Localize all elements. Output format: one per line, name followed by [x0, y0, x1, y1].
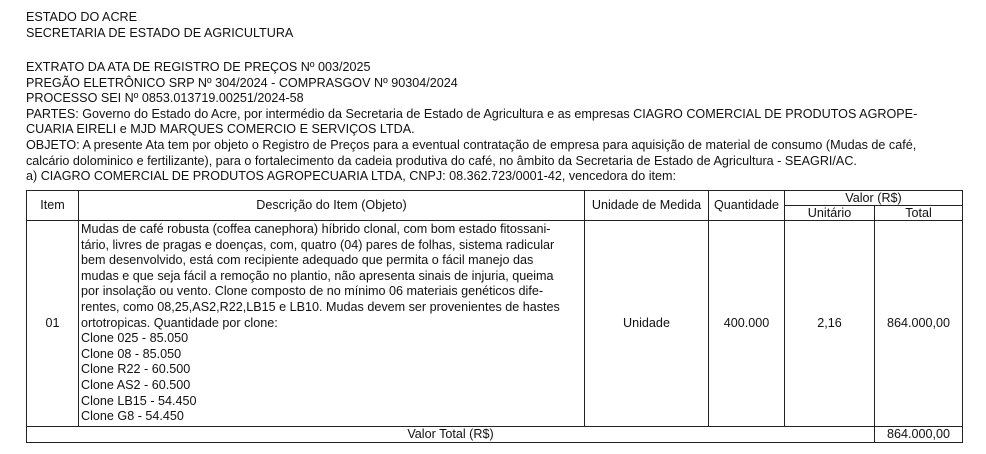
total-value: 864.000,00 — [875, 426, 963, 443]
desc-line: Clone AS2 - 60.500 — [81, 377, 191, 392]
header-unidade: Unidade de Medida — [585, 191, 709, 221]
desc-line: mudas e que seja fácil a remoção no plantio, não apresenta sinais de injuria, queima — [81, 268, 554, 283]
partes-line-1: PARTES: Governo do Estado do Acre, por intermédio da Secretaria de Estado de Agricultura e as empresas CIAGRO COMERCIAL DE PRODUTOS AGROPE- — [26, 106, 918, 121]
cell-item: 01 — [27, 221, 79, 427]
cell-unidade: Unidade — [585, 221, 709, 427]
state-name: ESTADO DO ACRE — [26, 10, 138, 24]
desc-line: Clone G8 - 54.450 — [81, 409, 184, 424]
header-quantidade: Quantidade — [709, 191, 785, 221]
header-valor: Valor (R$) — [785, 191, 963, 206]
total-row — [27, 426, 963, 443]
cell-total: 864.000,00 — [875, 221, 963, 427]
table-row — [27, 221, 963, 427]
cell-unitario: 2,16 — [785, 221, 875, 427]
desc-line: por insolação ou vento. Clone composto de no mínimo 06 materiais genéticos dife- — [81, 284, 544, 299]
desc-line: Clone 08 - 85.050 — [81, 346, 182, 361]
pregao-line: PREGÃO ELETRÔNICO SRP Nº 304/2024 - COMPRASGOV Nº 90304/2024 — [26, 75, 458, 90]
header-descricao: Descrição do Item (Objeto) — [79, 191, 585, 221]
header-unitario: Unitário — [785, 206, 875, 221]
desc-line: bem desenvolvido, está com recipiente adequado que permita o fácil manejo das — [81, 253, 534, 268]
desc-line: Mudas de café robusta (coffea canephora) híbrido clonal, com bom estado fitossani- — [81, 222, 551, 236]
objeto-line-2: calcário dolominico e fertilizante), para o fortalecimento da cadeia produtiva do café, no âmbito da Secretaria de Estado de Agricultura - SEAGRI/AC. — [26, 153, 857, 168]
desc-line: Clone R22 - 60.500 — [81, 362, 191, 377]
desc-line: rentes, como 08,25,AS2,R22,LB15 e LB10. Mudas devem ser provenientes de hastes — [81, 299, 560, 314]
items-table — [26, 190, 963, 443]
vendor-line: a) CIAGRO COMERCIAL DE PRODUTOS AGROPECUARIA LTDA, CNPJ: 08.362.723/0001-42, vencedora do item: — [26, 169, 676, 184]
secretariat-name: SECRETARIA DE ESTADO DE AGRICULTURA — [26, 25, 294, 40]
total-label: Valor Total (R$) — [27, 426, 875, 443]
objeto-line-1: OBJETO: A presente Ata tem por objeto o Registro de Preços para a eventual contratação de empresa para aquisição de material de consumo (Mudas de café, — [26, 137, 917, 152]
desc-line: Clone 025 - 85.050 — [81, 331, 189, 346]
cell-descricao — [79, 221, 585, 427]
cell-quantidade: 400.000 — [709, 221, 785, 427]
header-total: Total — [875, 206, 963, 221]
desc-line: tário, livres de pragas e doenças, com, quatro (04) pares de folhas, sistema radicular — [81, 237, 555, 252]
desc-line: Clone LB15 - 54.450 — [81, 393, 197, 408]
extract-block — [26, 60, 966, 185]
processo-line: PROCESSO SEI Nº 0853.013719.00251/2024-58 — [26, 91, 304, 106]
header-item: Item — [27, 191, 79, 221]
table-header-row — [27, 191, 963, 206]
document-header — [26, 10, 293, 41]
extract-title: EXTRATO DA ATA DE REGISTRO DE PREÇOS Nº 003/2025 — [26, 60, 371, 74]
desc-line: ortotropicas. Quantidade por clone: — [81, 315, 278, 330]
partes-line-2: CUARIA EIRELI e MJD MARQUES COMERCIO E SERVIÇOS LTDA. — [26, 122, 415, 137]
